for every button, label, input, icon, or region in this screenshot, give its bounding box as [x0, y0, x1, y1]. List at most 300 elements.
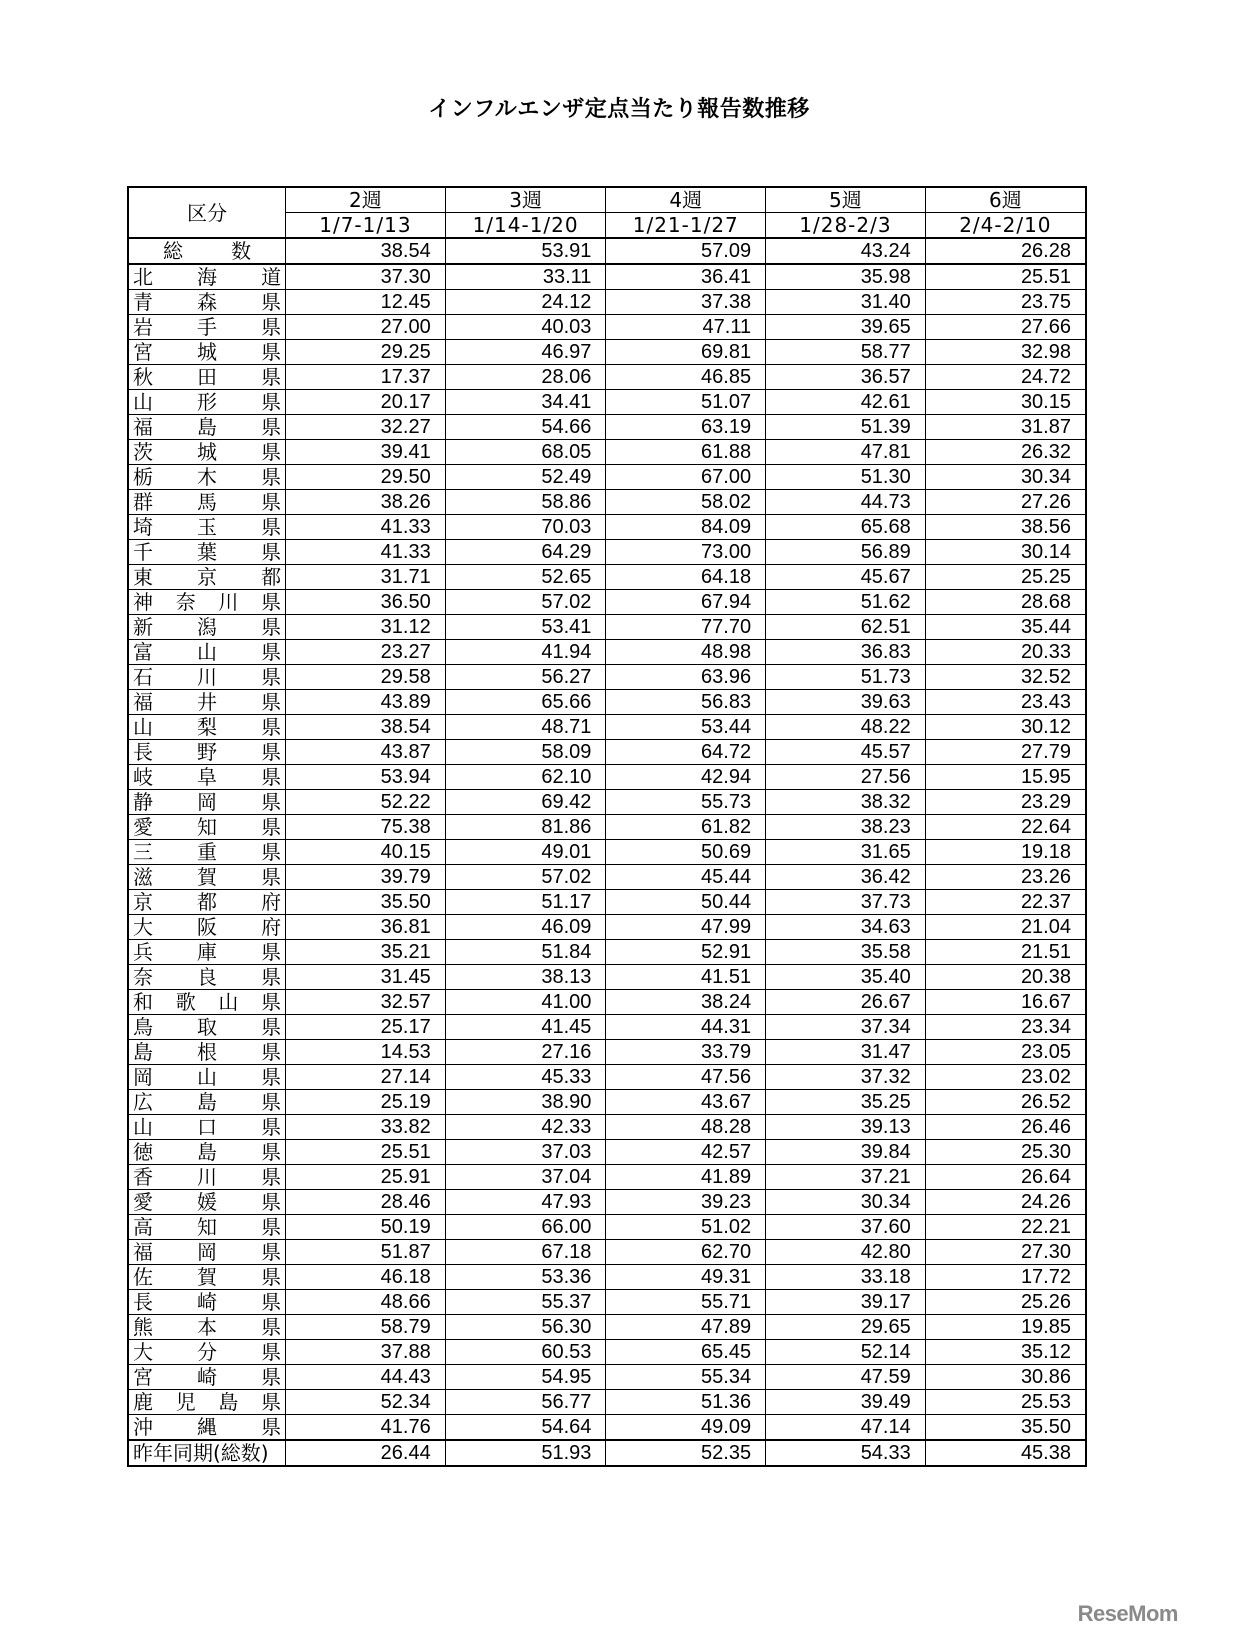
value-cell: 40.15	[286, 840, 446, 865]
table-row	[128, 840, 1086, 865]
table-row	[128, 1365, 1086, 1390]
value-cell: 61.82	[606, 815, 766, 840]
region-name	[128, 515, 286, 540]
table-row	[128, 1390, 1086, 1415]
table-row	[128, 1190, 1086, 1215]
value-cell: 47.89	[606, 1315, 766, 1340]
value-cell: 23.29	[925, 790, 1086, 815]
value-cell: 41.33	[286, 515, 446, 540]
table-row	[128, 264, 1086, 290]
value-cell: 26.46	[925, 1115, 1086, 1140]
region-name	[128, 1140, 286, 1165]
value-cell: 51.39	[766, 415, 926, 440]
table-row	[128, 390, 1086, 415]
value-cell: 49.31	[606, 1265, 766, 1290]
value-cell: 37.04	[445, 1165, 606, 1190]
region-name-text: 和 歌 山 県	[133, 990, 282, 1014]
table-row	[128, 715, 1086, 740]
value-cell: 77.70	[606, 615, 766, 640]
value-cell: 67.00	[606, 465, 766, 490]
value-cell: 49.09	[606, 1415, 766, 1441]
value-cell: 21.04	[925, 915, 1086, 940]
value-cell: 46.85	[606, 365, 766, 390]
table-row	[128, 465, 1086, 490]
table-row	[128, 1290, 1086, 1315]
region-name	[128, 965, 286, 990]
value-cell: 35.25	[766, 1090, 926, 1115]
value-cell: 38.32	[766, 790, 926, 815]
region-name-text: 鹿 児 島 県	[133, 1390, 282, 1414]
value-cell: 57.09	[606, 238, 766, 264]
region-name	[128, 1240, 286, 1265]
value-cell: 28.46	[286, 1190, 446, 1215]
table-row	[128, 765, 1086, 790]
value-cell: 52.14	[766, 1340, 926, 1365]
region-name-text: 石 川 県	[133, 665, 282, 689]
value-cell: 42.61	[766, 390, 926, 415]
value-cell: 69.81	[606, 340, 766, 365]
region-name-text: 静 岡 県	[133, 790, 282, 814]
value-cell: 75.38	[286, 815, 446, 840]
value-cell: 26.44	[286, 1440, 446, 1466]
value-cell: 50.44	[606, 890, 766, 915]
week-header: 5週	[766, 187, 926, 213]
header-row-weeks	[128, 187, 1086, 213]
value-cell: 25.91	[286, 1165, 446, 1190]
table-row	[128, 640, 1086, 665]
value-cell: 47.11	[606, 315, 766, 340]
value-cell: 45.57	[766, 740, 926, 765]
value-cell: 48.71	[445, 715, 606, 740]
value-cell: 52.49	[445, 465, 606, 490]
table-row	[128, 615, 1086, 640]
value-cell: 27.00	[286, 315, 446, 340]
region-name	[128, 440, 286, 465]
region-name-text: 山 梨 県	[133, 715, 282, 739]
value-cell: 30.34	[925, 465, 1086, 490]
value-cell: 34.63	[766, 915, 926, 940]
value-cell: 36.83	[766, 640, 926, 665]
date-range-header: 1/28-2/3	[766, 213, 926, 239]
value-cell: 69.42	[445, 790, 606, 815]
value-cell: 47.59	[766, 1365, 926, 1390]
value-cell: 39.63	[766, 690, 926, 715]
value-cell: 25.30	[925, 1140, 1086, 1165]
value-cell: 58.77	[766, 340, 926, 365]
region-name-text: 愛 媛 県	[133, 1190, 282, 1214]
value-cell: 35.12	[925, 1340, 1086, 1365]
value-cell: 27.26	[925, 490, 1086, 515]
region-name	[128, 1190, 286, 1215]
region-name	[128, 1365, 286, 1390]
region-name	[128, 690, 286, 715]
region-name-text: 三 重 県	[133, 840, 282, 864]
value-cell: 38.90	[445, 1090, 606, 1115]
table-row	[128, 865, 1086, 890]
value-cell: 39.23	[606, 1190, 766, 1215]
region-name	[128, 915, 286, 940]
value-cell: 57.02	[445, 865, 606, 890]
value-cell: 41.51	[606, 965, 766, 990]
value-cell: 37.32	[766, 1065, 926, 1090]
week-header: 6週	[925, 187, 1086, 213]
value-cell: 31.71	[286, 565, 446, 590]
value-cell: 38.56	[925, 515, 1086, 540]
region-name-text: 千 葉 県	[133, 540, 282, 564]
table-row	[128, 1140, 1086, 1165]
region-name-text: 高 知 県	[133, 1215, 282, 1239]
value-cell: 42.80	[766, 1240, 926, 1265]
region-name	[128, 940, 286, 965]
value-cell: 58.86	[445, 490, 606, 515]
value-cell: 31.12	[286, 615, 446, 640]
value-cell: 37.73	[766, 890, 926, 915]
region-name-text: 長 野 県	[133, 740, 282, 764]
value-cell: 51.73	[766, 665, 926, 690]
value-cell: 54.64	[445, 1415, 606, 1441]
value-cell: 35.44	[925, 615, 1086, 640]
value-cell: 26.52	[925, 1090, 1086, 1115]
region-name-text: 山 形 県	[133, 390, 282, 414]
value-cell: 36.50	[286, 590, 446, 615]
region-name-text: 滋 賀 県	[133, 865, 282, 889]
value-cell: 65.68	[766, 515, 926, 540]
week-header: 2週	[286, 187, 446, 213]
table-row	[128, 915, 1086, 940]
value-cell: 56.83	[606, 690, 766, 715]
table-row	[128, 690, 1086, 715]
value-cell: 38.13	[445, 965, 606, 990]
value-cell: 62.10	[445, 765, 606, 790]
value-cell: 25.19	[286, 1090, 446, 1115]
value-cell: 54.66	[445, 415, 606, 440]
value-cell: 42.94	[606, 765, 766, 790]
region-name-text: 山 口 県	[133, 1115, 282, 1139]
table-row	[128, 1315, 1086, 1340]
region-name	[128, 465, 286, 490]
value-cell: 27.79	[925, 740, 1086, 765]
table-row	[128, 365, 1086, 390]
influenza-table	[127, 186, 1087, 1467]
value-cell: 64.18	[606, 565, 766, 590]
value-cell: 12.45	[286, 290, 446, 315]
value-cell: 55.37	[445, 1290, 606, 1315]
region-name	[128, 565, 286, 590]
value-cell: 39.65	[766, 315, 926, 340]
value-cell: 27.66	[925, 315, 1086, 340]
value-cell: 48.98	[606, 640, 766, 665]
value-cell: 29.50	[286, 465, 446, 490]
value-cell: 39.17	[766, 1290, 926, 1315]
value-cell: 45.67	[766, 565, 926, 590]
value-cell: 37.03	[445, 1140, 606, 1165]
value-cell: 28.06	[445, 365, 606, 390]
value-cell: 31.65	[766, 840, 926, 865]
value-cell: 47.93	[445, 1190, 606, 1215]
table-row	[128, 415, 1086, 440]
value-cell: 38.24	[606, 990, 766, 1015]
region-name-text: 栃 木 県	[133, 465, 282, 489]
value-cell: 81.86	[445, 815, 606, 840]
value-cell: 61.88	[606, 440, 766, 465]
value-cell: 25.51	[925, 264, 1086, 290]
region-name	[128, 264, 286, 290]
value-cell: 70.03	[445, 515, 606, 540]
value-cell: 51.36	[606, 1390, 766, 1415]
value-cell: 31.45	[286, 965, 446, 990]
value-cell: 65.66	[445, 690, 606, 715]
value-cell: 50.19	[286, 1215, 446, 1240]
value-cell: 36.81	[286, 915, 446, 940]
region-name	[128, 1215, 286, 1240]
value-cell: 41.45	[445, 1015, 606, 1040]
table-row	[128, 740, 1086, 765]
region-name	[128, 290, 286, 315]
region-name-text: 岩 手 県	[133, 315, 282, 339]
value-cell: 35.40	[766, 965, 926, 990]
value-cell: 44.43	[286, 1365, 446, 1390]
table-row	[128, 815, 1086, 840]
value-cell: 53.44	[606, 715, 766, 740]
value-cell: 56.89	[766, 540, 926, 565]
region-name-text: 福 岡 県	[133, 1240, 282, 1264]
value-cell: 51.62	[766, 590, 926, 615]
value-cell: 20.33	[925, 640, 1086, 665]
value-cell: 38.23	[766, 815, 926, 840]
region-name	[128, 340, 286, 365]
value-cell: 54.95	[445, 1365, 606, 1390]
value-cell: 30.86	[925, 1365, 1086, 1390]
region-name	[128, 1440, 286, 1466]
value-cell: 56.27	[445, 665, 606, 690]
value-cell: 43.67	[606, 1090, 766, 1115]
value-cell: 23.26	[925, 865, 1086, 890]
table-row	[128, 1415, 1086, 1441]
value-cell: 22.21	[925, 1215, 1086, 1240]
value-cell: 45.33	[445, 1065, 606, 1090]
value-cell: 23.27	[286, 640, 446, 665]
value-cell: 48.66	[286, 1290, 446, 1315]
value-cell: 24.26	[925, 1190, 1086, 1215]
value-cell: 36.42	[766, 865, 926, 890]
value-cell: 27.56	[766, 765, 926, 790]
value-cell: 22.64	[925, 815, 1086, 840]
region-name	[128, 1340, 286, 1365]
table-row	[128, 665, 1086, 690]
value-cell: 45.38	[925, 1440, 1086, 1466]
region-name	[128, 590, 286, 615]
value-cell: 14.53	[286, 1040, 446, 1065]
value-cell: 39.84	[766, 1140, 926, 1165]
value-cell: 27.30	[925, 1240, 1086, 1265]
value-cell: 48.28	[606, 1115, 766, 1140]
region-name	[128, 1165, 286, 1190]
value-cell: 55.34	[606, 1365, 766, 1390]
table-row	[128, 1265, 1086, 1290]
category-header: 区分	[128, 187, 286, 238]
value-cell: 42.33	[445, 1115, 606, 1140]
value-cell: 44.73	[766, 490, 926, 515]
region-name-text: 秋 田 県	[133, 365, 282, 389]
value-cell: 67.18	[445, 1240, 606, 1265]
region-name-text: 福 島 県	[133, 415, 282, 439]
region-name	[128, 238, 286, 264]
value-cell: 51.17	[445, 890, 606, 915]
value-cell: 54.33	[766, 1440, 926, 1466]
region-name	[128, 840, 286, 865]
value-cell: 37.88	[286, 1340, 446, 1365]
table-row	[128, 1090, 1086, 1115]
value-cell: 50.69	[606, 840, 766, 865]
table-row	[128, 515, 1086, 540]
region-name	[128, 365, 286, 390]
value-cell: 53.94	[286, 765, 446, 790]
value-cell: 23.75	[925, 290, 1086, 315]
value-cell: 23.05	[925, 1040, 1086, 1065]
value-cell: 31.47	[766, 1040, 926, 1065]
value-cell: 64.29	[445, 540, 606, 565]
region-name-text: 宮 崎 県	[133, 1365, 282, 1389]
table-row	[128, 1015, 1086, 1040]
value-cell: 17.37	[286, 365, 446, 390]
region-name	[128, 615, 286, 640]
value-cell: 39.79	[286, 865, 446, 890]
table-row	[128, 1165, 1086, 1190]
value-cell: 35.21	[286, 940, 446, 965]
value-cell: 63.19	[606, 415, 766, 440]
value-cell: 44.31	[606, 1015, 766, 1040]
value-cell: 33.82	[286, 1115, 446, 1140]
region-name-text: 広 島 県	[133, 1090, 282, 1114]
table-row	[128, 1215, 1086, 1240]
value-cell: 53.36	[445, 1265, 606, 1290]
value-cell: 41.00	[445, 990, 606, 1015]
value-cell: 41.89	[606, 1165, 766, 1190]
region-name-text: 宮 城 県	[133, 340, 282, 364]
value-cell: 32.27	[286, 415, 446, 440]
value-cell: 58.79	[286, 1315, 446, 1340]
value-cell: 49.01	[445, 840, 606, 865]
region-name	[128, 540, 286, 565]
value-cell: 20.17	[286, 390, 446, 415]
value-cell: 64.72	[606, 740, 766, 765]
table-row	[128, 490, 1086, 515]
value-cell: 29.65	[766, 1315, 926, 1340]
value-cell: 65.45	[606, 1340, 766, 1365]
value-cell: 41.94	[445, 640, 606, 665]
region-name-text: 茨 城 県	[133, 440, 282, 464]
value-cell: 52.35	[606, 1440, 766, 1466]
value-cell: 35.50	[925, 1415, 1086, 1441]
region-name-text: 北 海 道	[133, 265, 282, 289]
value-cell: 27.16	[445, 1040, 606, 1065]
value-cell: 36.41	[606, 264, 766, 290]
value-cell: 46.97	[445, 340, 606, 365]
table-row	[128, 965, 1086, 990]
value-cell: 33.11	[445, 264, 606, 290]
region-name	[128, 315, 286, 340]
table-row	[128, 565, 1086, 590]
value-cell: 35.98	[766, 264, 926, 290]
value-cell: 20.38	[925, 965, 1086, 990]
value-cell: 25.17	[286, 1015, 446, 1040]
value-cell: 42.57	[606, 1140, 766, 1165]
value-cell: 31.40	[766, 290, 926, 315]
value-cell: 38.54	[286, 715, 446, 740]
region-name	[128, 715, 286, 740]
region-name	[128, 740, 286, 765]
value-cell: 63.96	[606, 665, 766, 690]
region-name-text: 青 森 県	[133, 290, 282, 314]
value-cell: 33.79	[606, 1040, 766, 1065]
value-cell: 47.99	[606, 915, 766, 940]
value-cell: 56.77	[445, 1390, 606, 1415]
value-cell: 26.28	[925, 238, 1086, 264]
region-name-text: 埼 玉 県	[133, 515, 282, 539]
table-row	[128, 540, 1086, 565]
value-cell: 32.57	[286, 990, 446, 1015]
table-row	[128, 1240, 1086, 1265]
table-row	[128, 315, 1086, 340]
date-range-header: 1/7-1/13	[286, 213, 446, 239]
value-cell: 25.53	[925, 1390, 1086, 1415]
value-cell: 52.34	[286, 1390, 446, 1415]
region-name-text: 京 都 府	[133, 890, 282, 914]
table-body	[128, 238, 1086, 1466]
table-row	[128, 990, 1086, 1015]
value-cell: 21.51	[925, 940, 1086, 965]
week-header: 3週	[445, 187, 606, 213]
value-cell: 52.22	[286, 790, 446, 815]
value-cell: 51.07	[606, 390, 766, 415]
value-cell: 46.18	[286, 1265, 446, 1290]
value-cell: 58.09	[445, 740, 606, 765]
value-cell: 30.14	[925, 540, 1086, 565]
table-row	[128, 1340, 1086, 1365]
region-name	[128, 640, 286, 665]
value-cell: 19.85	[925, 1315, 1086, 1340]
region-name	[128, 665, 286, 690]
value-cell: 51.02	[606, 1215, 766, 1240]
value-cell: 23.43	[925, 690, 1086, 715]
value-cell: 26.32	[925, 440, 1086, 465]
value-cell: 25.25	[925, 565, 1086, 590]
value-cell: 41.76	[286, 1415, 446, 1441]
region-name-text: 昨年同期(総数)	[133, 1441, 269, 1465]
region-name	[128, 815, 286, 840]
value-cell: 62.51	[766, 615, 926, 640]
value-cell: 52.65	[445, 565, 606, 590]
value-cell: 26.64	[925, 1165, 1086, 1190]
value-cell: 19.18	[925, 840, 1086, 865]
value-cell: 51.93	[445, 1440, 606, 1466]
value-cell: 55.71	[606, 1290, 766, 1315]
table-row	[128, 1040, 1086, 1065]
value-cell: 53.91	[445, 238, 606, 264]
value-cell: 67.94	[606, 590, 766, 615]
value-cell: 60.53	[445, 1340, 606, 1365]
region-name	[128, 865, 286, 890]
value-cell: 36.57	[766, 365, 926, 390]
resemom-logo: ReseMom	[1077, 1601, 1178, 1626]
region-name	[128, 1065, 286, 1090]
value-cell: 37.60	[766, 1215, 926, 1240]
region-name	[128, 790, 286, 815]
region-name-text: 大 分 県	[133, 1340, 282, 1364]
value-cell: 58.02	[606, 490, 766, 515]
region-name	[128, 1315, 286, 1340]
value-cell: 38.26	[286, 490, 446, 515]
